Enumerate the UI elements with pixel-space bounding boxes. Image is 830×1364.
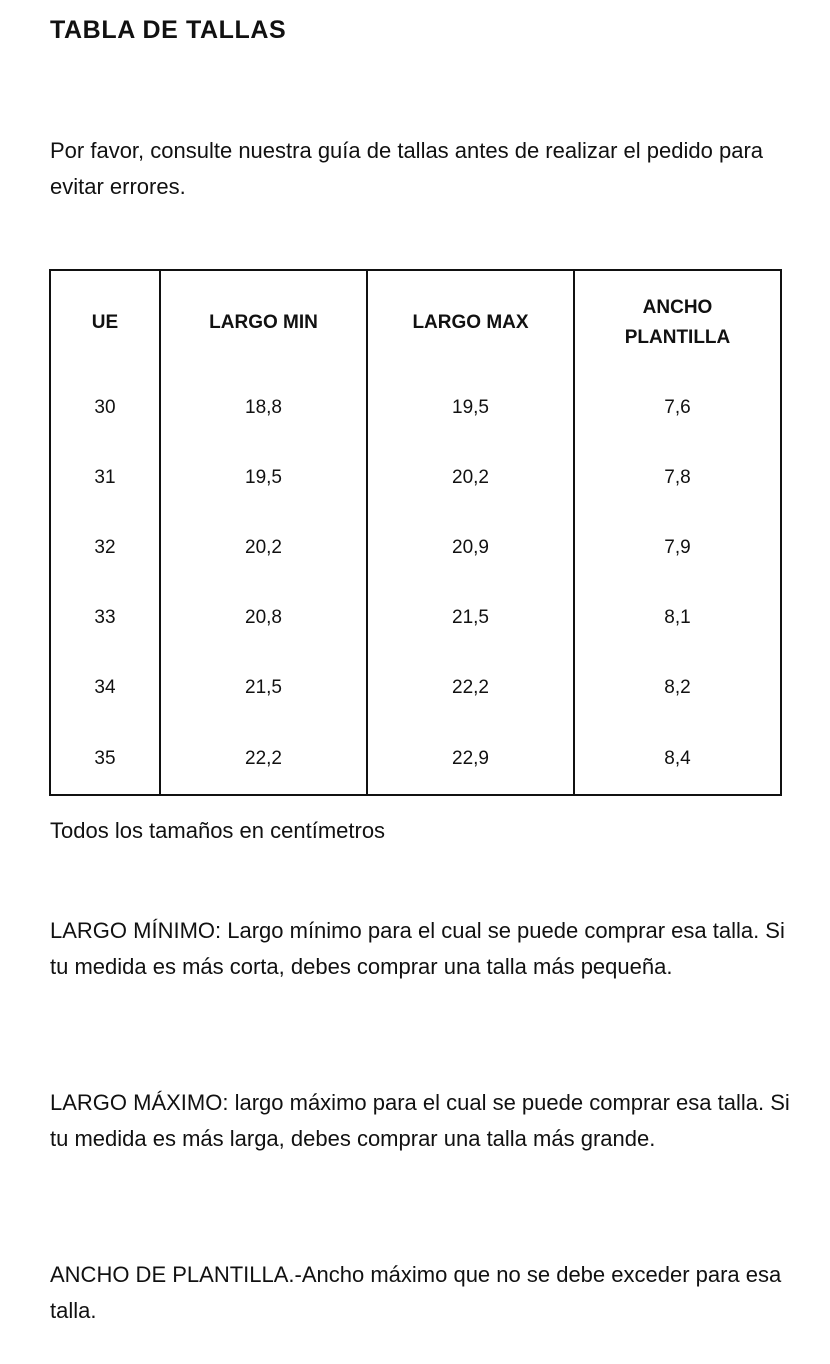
cell-ue: 31 [50,443,160,513]
cell-ancho-plantilla: 8,2 [574,653,781,723]
cell-largo-min: 20,2 [160,513,367,583]
header-ue: UE [50,270,160,373]
cell-largo-min: 19,5 [160,443,367,513]
cell-ancho-plantilla: 8,4 [574,723,781,795]
table-row [50,583,781,653]
cell-largo-min: 21,5 [160,653,367,723]
header-largo-max: LARGO MAX [367,270,574,373]
cell-largo-max: 22,2 [367,653,574,723]
cell-ue: 33 [50,583,160,653]
cell-largo-max: 21,5 [367,583,574,653]
cell-ue: 32 [50,513,160,583]
header-ancho-plantilla-label: ANCHO PLANTILLA [624,297,731,348]
size-table [49,269,782,796]
header-row [50,270,781,373]
cell-largo-min: 18,8 [160,373,367,443]
header-largo-min: LARGO MIN [160,270,367,373]
units-note: Todos los tamaños en centímetros [50,818,386,843]
definition-largo-maximo: LARGO MÁXIMO: largo máximo para el cual se puede comprar esa talla. Si tu medida es más larga, debes comprar una talla más grande. [50,1090,790,1151]
cell-ue: 30 [50,373,160,443]
size-table-body [50,373,781,795]
intro-text: Por favor, consulte nuestra guía de tallas antes de realizar el pedido para evitar errores. [50,138,764,199]
cell-ancho-plantilla: 7,9 [574,513,781,583]
cell-ancho-plantilla: 7,6 [574,373,781,443]
cell-largo-max: 19,5 [367,373,574,443]
page-title: TABLA DE TALLAS [50,16,287,44]
table-row [50,373,781,443]
table-row [50,723,781,795]
cell-largo-max: 20,9 [367,513,574,583]
header-ancho-plantilla [574,270,781,373]
size-table-head [50,270,781,373]
cell-largo-max: 22,9 [367,723,574,795]
definition-ancho-plantilla: ANCHO DE PLANTILLA.-Ancho máximo que no se debe exceder para esa talla. [50,1262,782,1323]
cell-ancho-plantilla: 7,8 [574,443,781,513]
cell-ue: 34 [50,653,160,723]
table-row [50,443,781,513]
definition-largo-minimo: LARGO MÍNIMO: Largo mínimo para el cual se puede comprar esa talla. Si tu medida es más corta, debes comprar una talla más pequeña. [50,918,785,979]
cell-largo-min: 20,8 [160,583,367,653]
cell-largo-max: 20,2 [367,443,574,513]
cell-ue: 35 [50,723,160,795]
table-row [50,513,781,583]
cell-ancho-plantilla: 8,1 [574,583,781,653]
cell-largo-min: 22,2 [160,723,367,795]
table-row [50,653,781,723]
